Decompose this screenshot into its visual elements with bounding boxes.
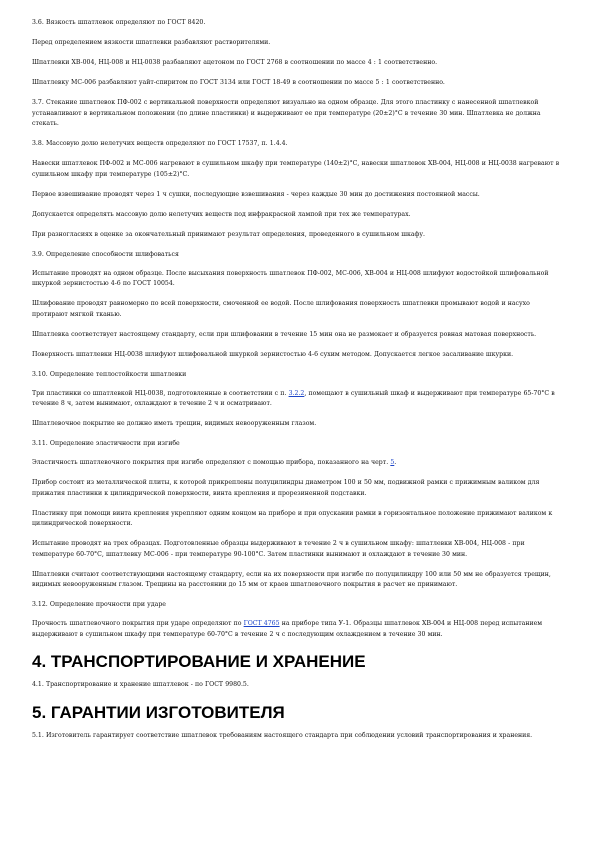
paragraph-device: Прибор состоит из металлической плиты, к которой прикреплены полуцилиндры диаметром 100 и 50 мм, подвижной рамки с прижимным валиком для прижатия пластинки к цилиндрической поверхности, винта крепления и прорезиненной подставки.	[32, 479, 540, 497]
paragraph-infrared: Допускается определять массовую долю нелетучих веществ под инфракрасной лампой при тех же температурах.	[32, 210, 411, 218]
paragraph-3-7: 3.7. Стекание шпатлевок ПФ-002 с вертикальной поверхности определяют визуально на одном образце. Для этого пластинку с нанесенной шпатлевкой устанавливают в вертикальном положении (по длине пластинки) и выдерживают ее при температуре (20±2)°С в течение 30 мин. Шпатлевка не должна стекать.	[32, 99, 541, 127]
paragraph-mounting: Пластинку при помощи винта крепления укрепляют одним концом на приборе и при опускании рамки в горизонтальное положение прижимают валиком к цилиндрической поверхности.	[32, 509, 553, 527]
paragraph-impact	[32, 619, 563, 640]
paragraph-3-8: 3.8. Массовую долю нелетучих веществ определяют по ГОСТ 17537, п. 1.4.4.	[32, 140, 288, 147]
paragraph-impact-text-2: на приборе типа У-1. Образцы шпатлевок ХВ-004 и НЦ-008 перед испытанием выдерживают в сушильном шкафу при температуре 60-70°С в течение 2 ч с последующим охлаждением в течение 30 мин.	[32, 620, 543, 638]
section-4-heading: 4. ТРАНСПОРТИРОВАНИЕ И ХРАНЕНИЕ	[32, 652, 366, 671]
paragraph-5-1: 5.1. Изготовитель гарантирует соответствие шпатлевок требованиям настоящего стандарта при соблюдении условий транспортирования и хранения.	[32, 731, 533, 739]
paragraph-dilution-hv: Шпатлевки ХВ-004, НЦ-008 и НЦ-0038 разбавляют ацетоном по ГОСТ 2768 в соотношении по массе 4 : 1 соответственно.	[32, 59, 438, 66]
paragraph-elasticity-criteria: Шпатлевки считают соответствующими настоящему стандарту, если на их поверхности при изгибе по полуцилиндру 100 или 50 мм не образуется трещин, видимых невооруженным глазом. Трещины на расстоянии до 15 мм от краев шпатлевочного покрытия в расчет не принимают.	[32, 570, 551, 588]
paragraph-elasticity-test: Испытание проводят на трех образцах. Подготовленные образцы выдерживают в течение 2 ч в сушильном шкафу: шпатлевки ХВ-004, НЦ-008 - при температуре 60-70°С, шпатлевку МС-006 - при температуре 90-100°С. Затем пластинки вынимают и охлаждают в течение 30 мин.	[32, 540, 525, 558]
clause-3-2-2-link[interactable]: 3.2.2	[288, 389, 305, 397]
heading-3-10: 3.10. Определение теплостойкости шпатлевки	[32, 370, 187, 378]
paragraph-elasticity-text-2: .	[394, 459, 397, 466]
drawing-5-link[interactable]: 5	[390, 459, 395, 466]
paragraph-sanding-test: Испытание проводят на одном образце. После высыхания поверхность шпатлевок ПФ-002, МС-006, ХВ-004 и НЦ-008 шлифуют водостойкой шлифовальной шкуркой зернистостью 4-6 по ГОСТ 10054.	[32, 269, 549, 287]
paragraph-sanding-criteria: Шпатлевка соответствует настоящему стандарту, если при шлифовании в течение 15 мин она не размокает и образуется ровная матовая поверхность.	[32, 330, 537, 338]
paragraph-dilution-ms: Шпатлевку МС-006 разбавляют уайт-спиритом по ГОСТ 3134 или ГОСТ 18-49 в соотношении по массе 5 : 1 соответственно.	[32, 79, 445, 86]
paragraph-impact-text-1: Прочность шпатлевочного покрытия при ударе определяют по	[32, 620, 244, 627]
paragraph-heat-test	[32, 389, 563, 410]
heading-3-9: 3.9. Определение способности шлифоваться	[32, 250, 179, 258]
paragraph-heat-test-text-1: Три пластинки со шпатлевкой НЦ-0038, подготовленные в соответствии с п.	[32, 389, 289, 397]
paragraph-weighing: Первое взвешивание проводят через 1 ч сушки, последующие взвешивания - через каждые 30 мин до достижения постоянной массы.	[32, 190, 480, 198]
heading-3-11: 3.11. Определение эластичности при изгибе	[32, 440, 180, 447]
heading-3-12: 3.12. Определение прочности при ударе	[32, 601, 166, 608]
paragraph-sanding-method: Шлифование проводят равномерно по всей поверхности, смоченной ее водой. После шлифования поверхность шпатлевки промывают водой и насухо протирают мягкой тканью.	[32, 300, 530, 318]
gost-4765-link[interactable]: ГОСТ 4765	[243, 620, 280, 627]
paragraph-4-1: 4.1. Транспортирование и хранение шпатлевок - по ГОСТ 9980.5.	[32, 681, 249, 688]
paragraph-dilution-note: Перед определением вязкости шпатлевки разбавляют растворителями.	[32, 39, 271, 46]
paragraph-disagreement: При разногласиях в оценке за окончательный принимают результат определения, проведенного в сушильном шкафу.	[32, 230, 425, 238]
paragraph-3-6: 3.6. Вязкость шпатлевок определяют по ГОСТ 8420.	[32, 19, 206, 26]
paragraph-sanding-nc: Поверхность шпатлевки НЦ-0038 шлифуют шлифовальной шкуркой зернистостью 4-6 сухим методом. Допускается легкое засаливание шкурки.	[32, 350, 514, 358]
paragraph-heat-test-text-2: , помещают в сушильный шкаф и выдерживают при температуре 65-70°С в течение 8 ч, затем вынимают, охлаждают в течение 2 ч и осматривают.	[32, 389, 555, 407]
paragraph-elasticity-text-1: Эластичность шпатлевочного покрытия при изгибе определяют с помощью прибора, показанного на черт.	[32, 459, 391, 466]
paragraph-elasticity	[32, 458, 563, 469]
paragraph-heating: Навески шпатлевок ПФ-002 и МС-006 нагревают в сушильном шкафу при температуре (140±2)°С, навески шпатлевок ХВ-004, НЦ-008 и НЦ-0038 нагревают в сушильном шкафу при температуре (105±2)°С.	[32, 160, 560, 178]
section-5-heading: 5. ГАРАНТИИ ИЗГОТОВИТЕЛЯ	[32, 702, 285, 722]
paragraph-heat-criteria: Шпатлевочное покрытие не должно иметь трещин, видимых невооруженным глазом.	[32, 420, 317, 427]
